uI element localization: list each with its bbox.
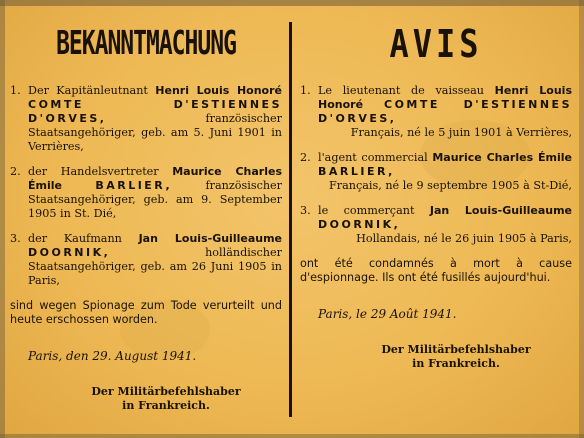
item-given-names: Maurice Charles Émile [432,151,572,164]
item-details: Hollandais, né le 26 juin 1905 à Paris, [356,232,572,245]
french-date: Paris, le 29 Août 1941. [318,307,457,321]
french-item-2 [300,151,572,193]
column-divider [289,22,292,417]
item-details: französischer Staatsangehöriger, geb. am 5. Juni 1901 in Verrières, [28,112,282,153]
french-item-3 [300,204,572,246]
poster-frame-bottom [0,434,584,438]
item-surname: COMTE D'ESTIENNES D'ORVES, [28,98,282,125]
item-surname: BARLIER, [318,165,395,178]
item-details: französischer Staatsangehöriger, geb. am 9. September 1905 in St. Dié, [28,179,283,220]
poster-frame-top [0,0,584,6]
item-role: le commerçant [318,204,430,217]
german-item-2 [10,165,282,221]
german-signature [10,385,282,413]
german-date: Paris, den 29. August 1941. [28,349,197,363]
item-number: 2. [10,165,21,178]
signature-line-1: Der Militärbefehlshaber [381,343,531,356]
german-title: BEKANNTMACHUNG [56,25,236,63]
german-column [10,20,282,413]
poster-frame-right [579,0,584,438]
signature-line-1: Der Militärbefehlshaber [91,385,241,398]
item-role: l'agent commercial [318,151,433,164]
item-given-names: Henri Louis Honoré [318,84,572,111]
item-role: Der Kapitänleutnant [28,84,156,97]
item-details: Français, né le 9 septembre 1905 à St-Dié, [328,179,572,192]
item-role: der Handelsvertreter [28,165,173,178]
item-given-names: Henri Louis Honoré [155,84,282,97]
item-given-names: Jan Louis-Guilleaume [138,232,282,245]
poster-frame-left [0,0,5,438]
item-details: Français, né le 5 juin 1901 à Verrières, [350,126,572,139]
item-role: der Kaufmann [28,232,139,245]
item-surname: COMTE D'ESTIENNES D'ORVES, [318,98,572,125]
item-given-names: Jan Louis-Guilleaume [429,204,573,217]
item-surname: DOORNIK, [28,246,111,259]
german-item-3 [10,232,282,288]
item-surname: BARLIER, [95,179,173,192]
item-number: 3. [10,232,21,245]
item-details: holländischer Staatsangehöriger, geb. am 26 Juni 1905 in Paris, [28,246,282,287]
item-number: 3. [300,204,311,217]
item-number: 1. [300,84,311,97]
signature-line-2: in Frankreich. [122,399,210,412]
item-number: 1. [10,84,21,97]
item-role: Le lieutenant de vaisseau [318,84,495,97]
french-title: AVIS [389,21,483,67]
french-column [300,20,572,371]
german-verdict: sind wegen Spionage zum Tode verurteilt und heute erschossen worden. [10,299,282,326]
item-number: 2. [300,151,311,164]
french-verdict: ont été condamnés à mort à cause d'espionnage. Ils ont été fusillés aujourd'hui. [300,257,572,284]
french-signature [300,343,572,371]
item-surname: DOORNIK, [318,218,401,231]
item-given-names: Maurice Charles Émile [28,165,282,192]
french-item-1 [300,84,572,140]
signature-line-2: in Frankreich. [412,357,500,370]
german-item-1 [10,84,282,154]
